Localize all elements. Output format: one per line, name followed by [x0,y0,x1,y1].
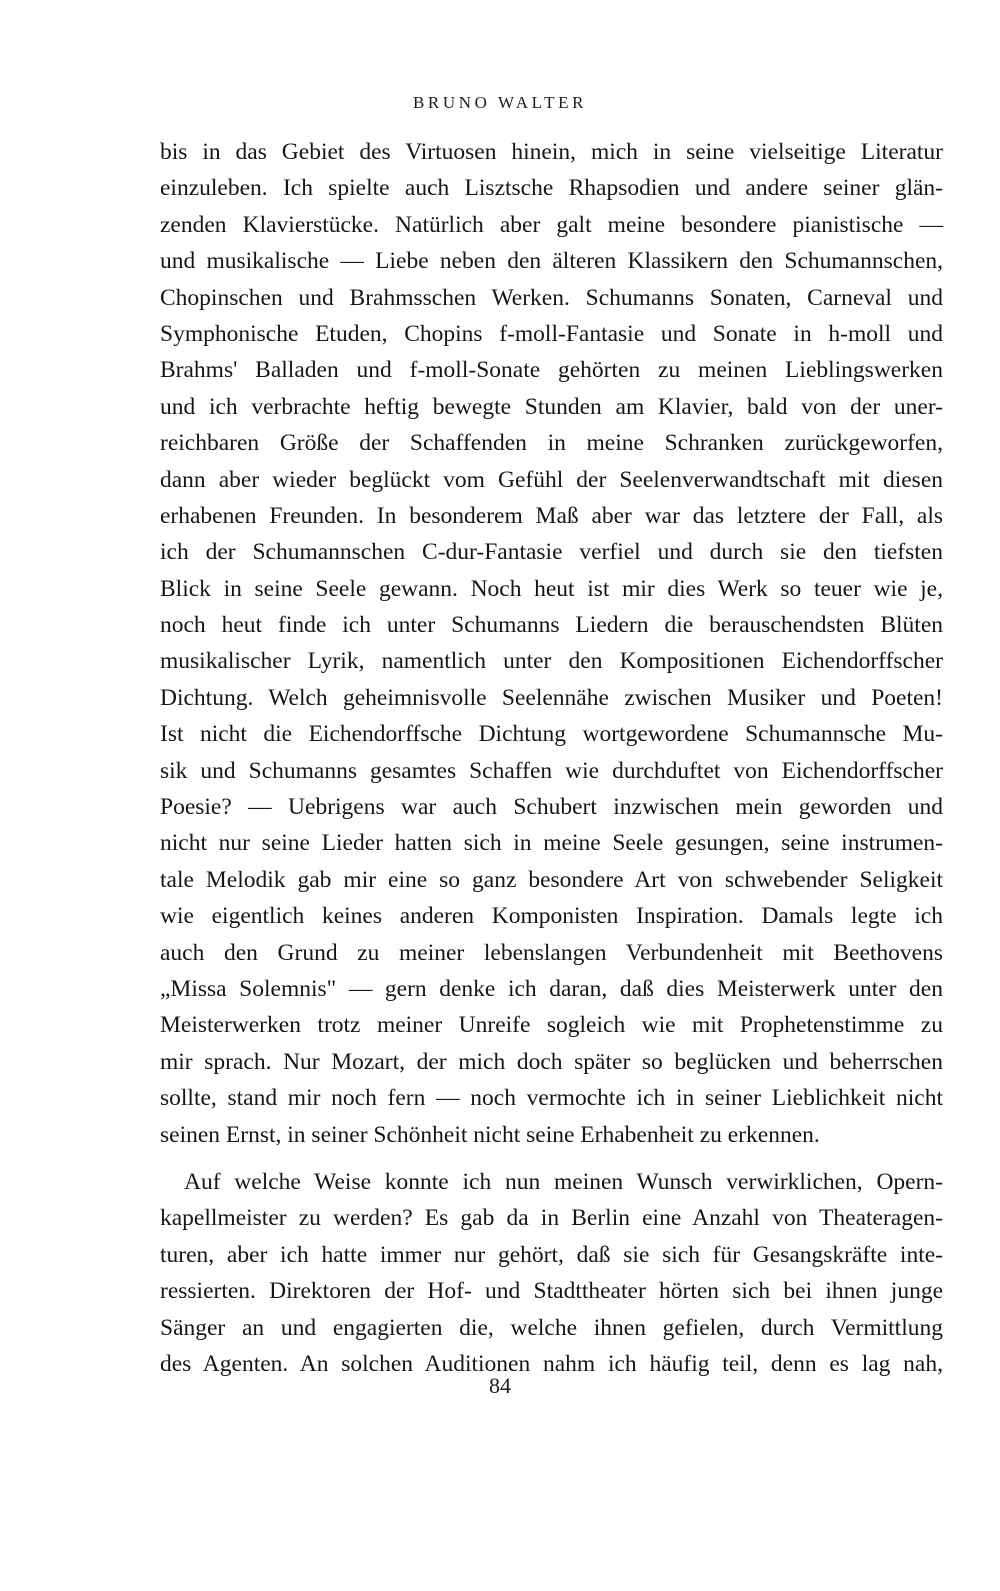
text-line: einzuleben. Ich spielte auch Lisztsche Rhapsodien und andere seiner glän- [160,175,943,202]
text-line: Dichtung. Welch geheimnisvolle Seelennähe zwischen Musiker und Poeten! [160,684,943,711]
text-line: kapellmeister zu werden? Es gab da in Berlin eine Anzahl von Theateragen- [160,1205,943,1232]
body-text [160,134,943,1382]
text-line: auch den Grund zu meiner lebenslangen Verbundenheit mit Beethovens [160,939,943,966]
text-line: mir sprach. Nur Mozart, der mich doch später so beglücken und beherrschen [160,1048,943,1075]
text-line: und ich verbrachte heftig bewegte Stunden am Klavier, bald von der uner- [160,393,943,420]
text-line: Chopinschen und Brahmsschen Werken. Schumanns Sonaten, Carneval und [160,284,943,311]
text-line: ich der Schumannschen C-dur-Fantasie verfiel und durch sie den tiefsten [160,539,943,566]
text-line: nicht nur seine Lieder hatten sich in meine Seele gesungen, seine instrumen- [160,830,943,857]
text-line: Brahms' Balladen und f-moll-Sonate gehörten zu meinen Lieblingswerken [160,357,943,384]
text-line: und musikalische — Liebe neben den älteren Klassikern den Schumannschen, [160,248,943,275]
text-line: musikalischer Lyrik, namentlich unter den Kompositionen Eichendorffscher [160,648,943,675]
text-line: Poesie? — Uebrigens war auch Schubert inzwischen mein geworden und [160,794,943,821]
text-line: ressierten. Direktoren der Hof- und Stadttheater hörten sich bei ihnen junge [160,1278,943,1305]
text-line: Blick in seine Seele gewann. Noch heut ist mir dies Werk so teuer wie je, [160,575,943,602]
text-line: wie eigentlich keines anderen Komponisten Inspiration. Damals legte ich [160,903,943,930]
text-line: des Agenten. An solchen Auditionen nahm ich häufig teil, denn es lag nah, [160,1350,943,1377]
text-line: Sänger an und engagierten die, welche ihnen gefielen, durch Vermittlung [160,1314,943,1341]
text-line: „Missa Solemnis" — gern denke ich daran, daß dies Meisterwerk unter den [160,975,943,1002]
paragraph-spacing [160,1153,943,1164]
text-line: Auf welche Weise konnte ich nun meinen Wunsch verwirklichen, Opern- [184,1168,943,1195]
text-line: Ist nicht die Eichendorffsche Dichtung wortgewordene Schumannsche Mu- [160,721,943,748]
paragraph-1 [160,134,943,1153]
text-line: sollte, stand mir noch fern — noch vermochte ich in seiner Lieblichkeit nicht [160,1085,943,1112]
text-line: reichbaren Größe der Schaffenden in meine Schranken zurückgeworfen, [160,430,943,457]
text-line: bis in das Gebiet des Virtuosen hinein, mich in seine vielseitige Literatur [160,139,943,165]
text-line: erhabenen Freunden. In besonderem Maß aber war das letztere der Fall, als [160,502,943,529]
text-line: sik und Schumanns gesamtes Schaffen wie durchduftet von Eichendorffscher [160,757,943,784]
text-line: dann aber wieder beglückt vom Gefühl der Seelenverwandtschaft mit diesen [160,466,943,493]
running-head: BRUNO WALTER [412,93,588,112]
text-line: seinen Ernst, in seiner Schönheit nicht seine Erhabenheit zu erkennen. [160,1121,820,1148]
text-line: Symphonische Etuden, Chopins f-moll-Fantasie und Sonate in h-moll und [160,320,943,347]
text-line: zenden Klavierstücke. Natürlich aber galt meine besondere pianistische — [160,211,943,238]
text-line: Meisterwerken trotz meiner Unreife sogleich wie mit Prophetenstimme zu [160,1012,943,1039]
text-line: noch heut finde ich unter Schumanns Liedern die berauschendsten Blüten [160,612,943,639]
page-number: 84 [489,1373,511,1398]
text-line: turen, aber ich hatte immer nur gehört, daß sie sich für Gesangskräfte inte- [160,1241,943,1268]
text-line: tale Melodik gab mir eine so ganz besondere Art von schwebender Seligkeit [160,866,943,893]
paragraph-2 [160,1164,943,1382]
